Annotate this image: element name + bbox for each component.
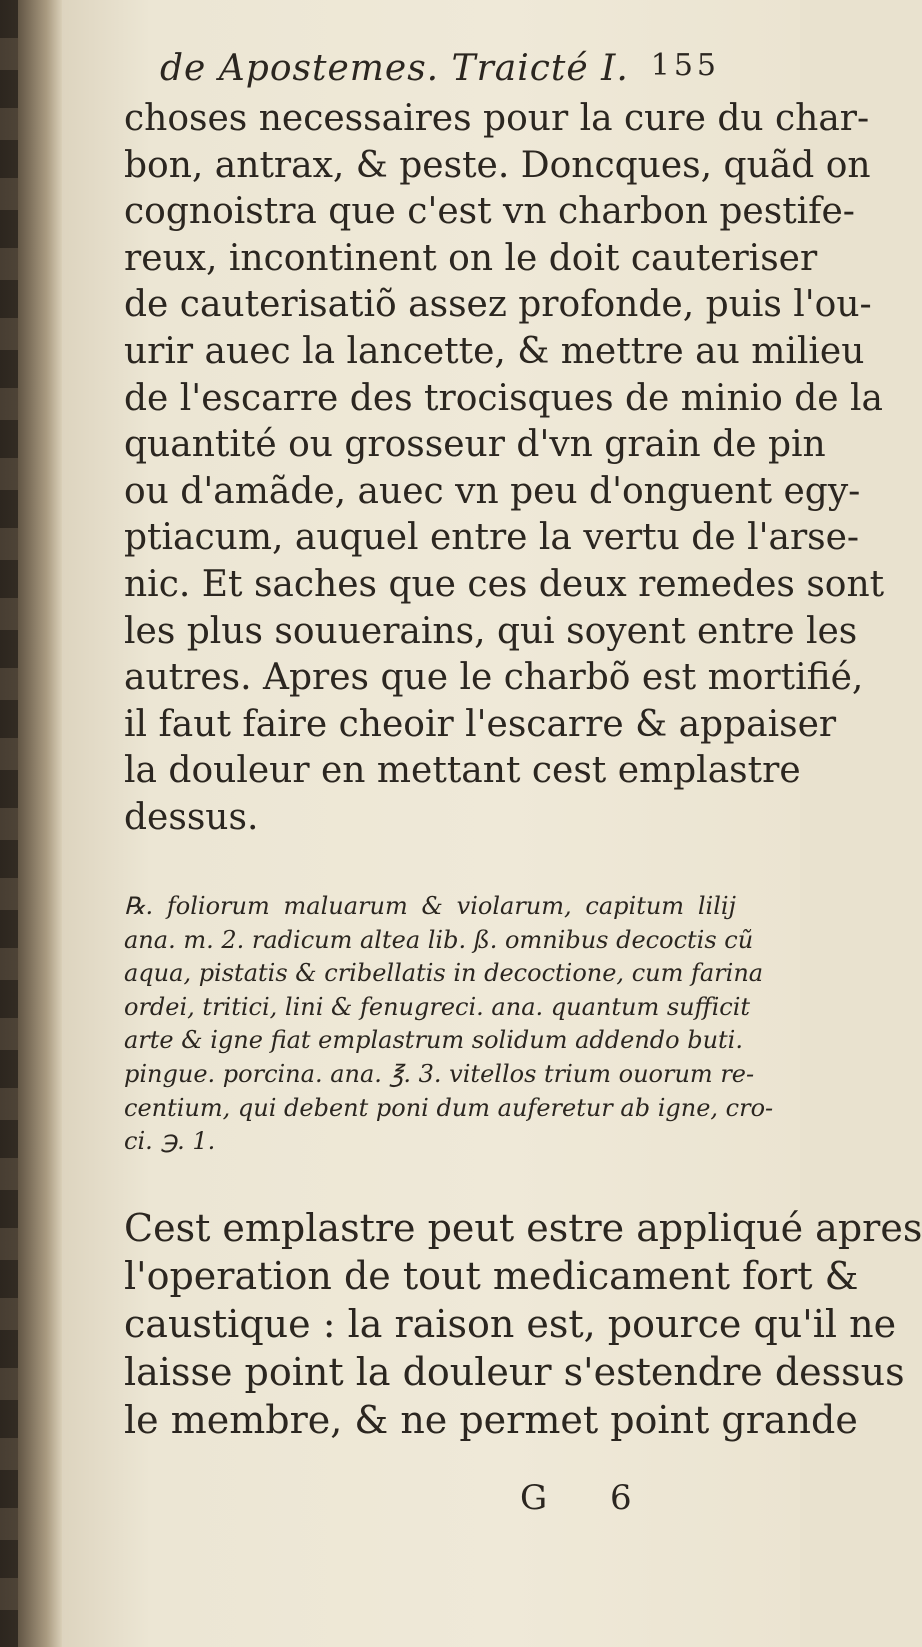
- text-line: les plus souuerains, qui soyent entre les: [124, 610, 858, 652]
- recipe-line: ordei, tritici, lini & fenugreci. ana. quantum sufficit: [124, 992, 751, 1021]
- paragraph-2: [124, 1204, 922, 1444]
- text-line: choses necessaires pour la cure du char-: [124, 98, 870, 139]
- text-line: bon, antrax, & peste. Doncques, quãd on: [124, 144, 871, 186]
- text-line: laisse point la douleur s'estendre dessus: [124, 1350, 905, 1394]
- text-line: reux, incontinent on le doit cauteriser: [124, 237, 818, 279]
- text-line: cognoistra que c'est vn charbon pestife-: [124, 191, 855, 233]
- text-line: ou d'amãde, auec vn peu d'onguent egy-: [124, 470, 861, 512]
- text-line: de cauterisatiõ assez profonde, puis l'ou-: [124, 284, 872, 326]
- text-line: le membre, & ne permet point grande: [124, 1398, 858, 1442]
- recipe-line: ana. m. 2. radicum altea lib. ß. omnibus decoctis cũ: [124, 925, 754, 954]
- recipe-line: ci. ℈. 1.: [124, 1127, 216, 1156]
- signature-mark: G 6: [520, 1478, 658, 1518]
- text-line: caustique : la raison est, pource qu'il ne: [124, 1302, 897, 1346]
- text-line: Cest emplastre peut estre appliqué apres: [124, 1206, 922, 1250]
- text-line: dessus.: [124, 796, 259, 838]
- recipe-line: ℞. foliorum maluarum & violarum, capitum lilij: [124, 892, 736, 920]
- text-line: la douleur en mettant cest emplastre: [124, 750, 801, 792]
- text-line: l'operation de tout medicament fort &: [124, 1254, 859, 1298]
- text-line: quantité ou grosseur d'vn grain de pin: [124, 424, 826, 466]
- book-edge-shadow: [0, 0, 18, 1647]
- recipe-line: arte & igne fiat emplastrum solidum addendo buti.: [124, 1026, 743, 1055]
- running-header: [160, 44, 720, 94]
- running-title: de Apostemes. Traicté I.: [160, 48, 629, 89]
- text-line: de l'escarre des trocisques de minio de la: [124, 377, 884, 419]
- text-line: il faut faire cheoir l'escarre & appaiser: [124, 703, 837, 745]
- text-line: ptiacum, auquel entre la vertu de l'arse-: [124, 517, 860, 559]
- text-line: autres. Apres que le charbõ est mortifié,: [124, 657, 864, 699]
- recipe-line: pingue. porcina. ana. ℥. 3. vitellos trium ouorum re-: [124, 1059, 755, 1088]
- text-line: urir auec la lancette, & mettre au milieu: [124, 330, 865, 372]
- page-number: 155: [650, 48, 720, 83]
- recipe-block: [124, 890, 774, 1159]
- recipe-line: centium, qui debent poni dum auferetur ab igne, cro-: [124, 1093, 774, 1122]
- text-line: nic. Et saches que ces deux remedes sont: [124, 563, 885, 605]
- paragraph-1: [124, 96, 885, 842]
- recipe-line: aqua, pistatis & cribellatis in decoctione, cum farina: [124, 959, 764, 988]
